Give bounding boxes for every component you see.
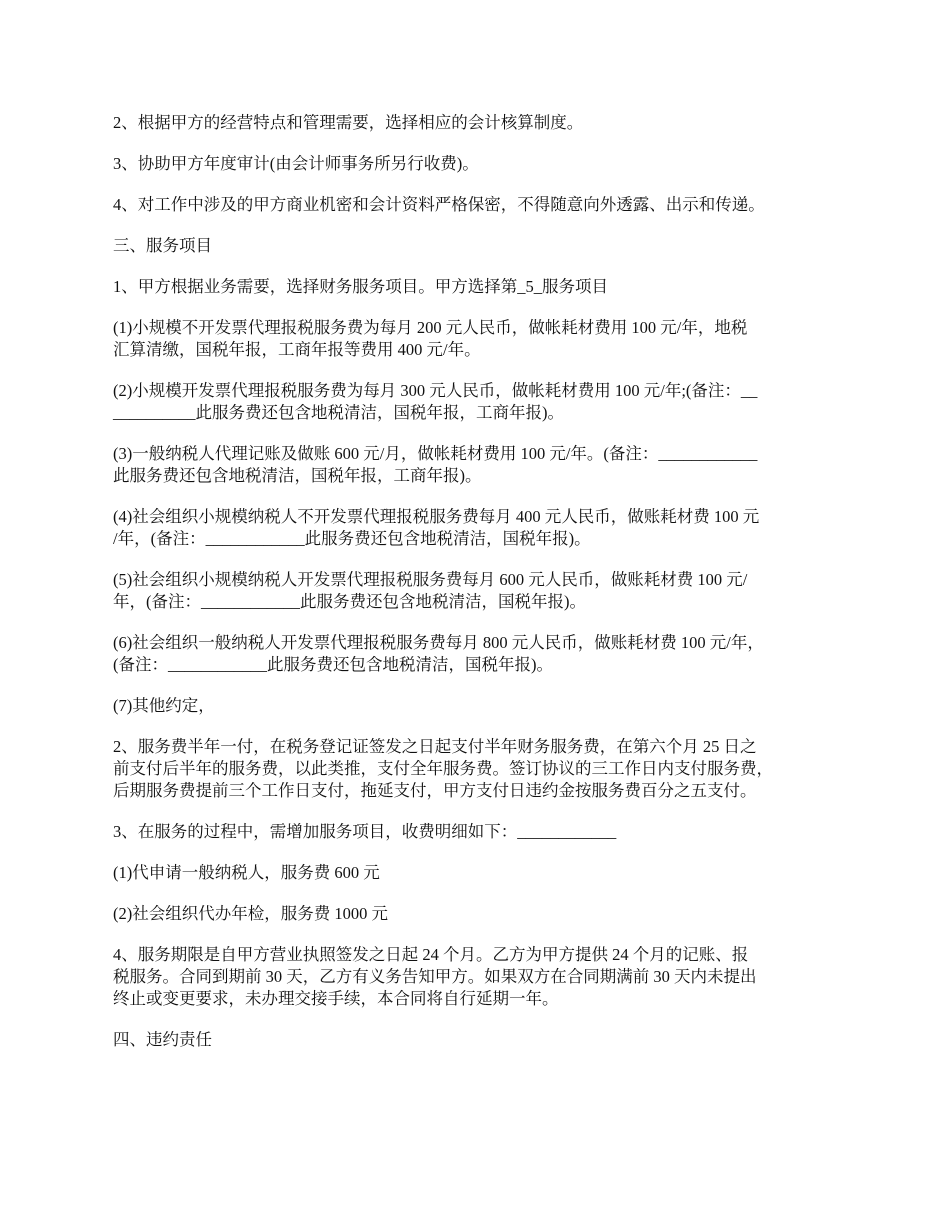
paragraph-service-term: 4、服务期限是自甲方营业执照签发之日起 24 个月。乙方为甲方提供 24 个月的记账、报 税服务。合同到期前 30 天，乙方有义务告知甲方。如果双方在合同期满前 30 天内未提出 终止或变更要求，未办理交接手续，本合同将自行延期一年。 bbox=[113, 945, 757, 1008]
paragraph-service-selection: 1、甲方根据业务需要，选择财务服务项目。甲方选择第_5_服务项目 bbox=[113, 277, 608, 296]
paragraph-clause-2-accounting-system: 2、根据甲方的经营特点和管理需要，选择相应的会计核算制度。 bbox=[113, 113, 584, 132]
paragraph-clause-4-confidentiality: 4、对工作中涉及的甲方商业机密和会计资料严格保密，不得随意向外透露、出示和传递。 bbox=[113, 195, 765, 214]
paragraph-item-2: (2)小规模开发票代理报税服务费为每月 300 元人民币，做帐耗材费用 100 元/年;(备注：__ __________此服务费还包含地税清洁，国税年报，工商年报)。 bbox=[113, 381, 758, 422]
document-page bbox=[113, 112, 843, 1070]
paragraph-additional-services: 3、在服务的过程中，需增加服务项目，收费明细如下：____________ bbox=[113, 822, 617, 841]
paragraph-clause-3-annual-audit: 3、协助甲方年度审计(由会计师事务所另行收费)。 bbox=[113, 154, 479, 173]
paragraph-item-1: (1)小规模不开发票代理报税服务费为每月 200 元人民币，做帐耗材费用 100 元/年，地税 汇算清缴，国税年报，工商年报等费用 400 元/年。 bbox=[113, 318, 748, 359]
paragraph-item-5: (5)社会组织小规模纳税人开发票代理报税服务费每月 600 元人民币，做账耗材费 100 元/ 年，(备注：____________此服务费还包含地税清洁，国税年报)。 bbox=[113, 570, 748, 611]
paragraph-item-7: (7)其他约定， bbox=[113, 696, 215, 715]
paragraph-additional-service-2: (2)社会组织代办年检，服务费 1000 元 bbox=[113, 904, 388, 923]
paragraph-item-6: (6)社会组织一般纳税人开发票代理报税服务费每月 800 元人民币，做账耗材费 100 元/年， (备注：____________此服务费还包含地税清洁，国税年报)。 bbox=[113, 633, 764, 674]
paragraph-item-4: (4)社会组织小规模纳税人不开发票代理报税服务费每月 400 元人民币，做账耗材费 100 元 /年，(备注：____________此服务费还包含地税清洁，国税年报)。 bbox=[113, 507, 760, 548]
section-heading-service-items: 三、服务项目 bbox=[113, 236, 212, 255]
paragraph-item-3: (3)一般纳税人代理记账及做账 600 元/月，做帐耗材费用 100 元/年。(备注：____________ 此服务费还包含地税清洁，国税年报，工商年报)。 bbox=[113, 444, 758, 485]
paragraph-additional-service-1: (1)代申请一般纳税人，服务费 600 元 bbox=[113, 863, 380, 882]
section-heading-liability: 四、违约责任 bbox=[113, 1030, 212, 1049]
paragraph-payment-terms: 2、服务费半年一付，在税务登记证签发之日起支付半年财务服务费，在第六个月 25 日之 前支付后半年的服务费，以此类推，支付全年服务费。签订协议的三工作日内支付服务费， 后期服务费提前三个工作日支付，拖延支付，甲方支付日违约金按服务费百分之五支付。 bbox=[113, 737, 773, 800]
